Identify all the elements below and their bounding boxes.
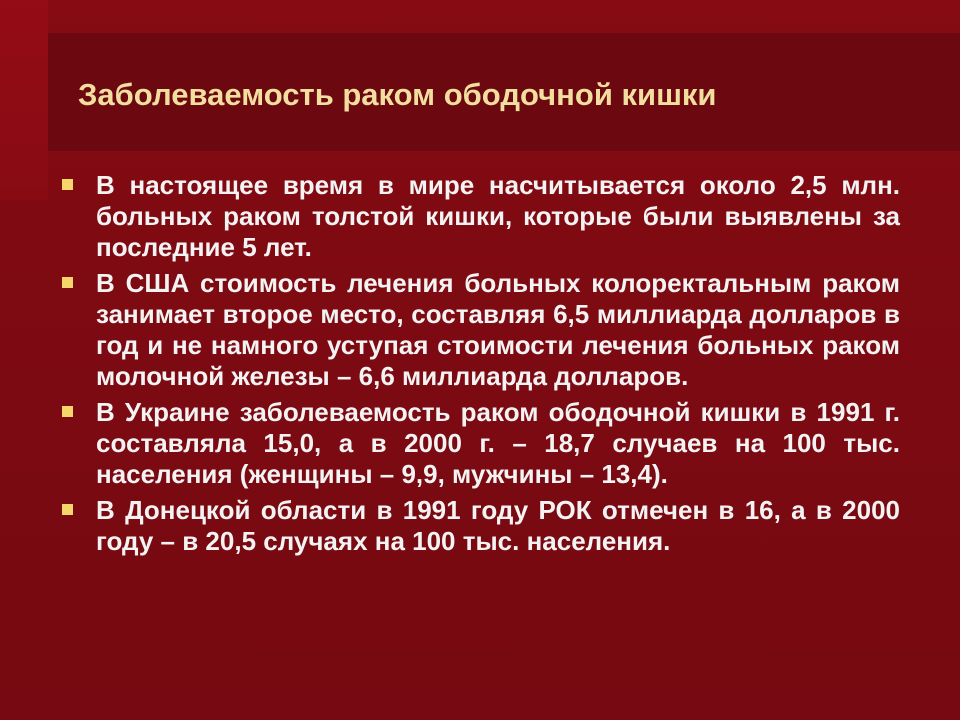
square-bullet-icon: [62, 406, 73, 417]
bullet-item: [60, 495, 900, 557]
bullet-list: [60, 170, 900, 562]
slide-title: Заболеваемость раком ободочной кишки: [78, 77, 717, 112]
square-bullet-icon: [62, 179, 73, 190]
bullet-item: [60, 170, 900, 263]
corner-accent: [0, 0, 48, 200]
bullet-text: В Украине заболеваемость раком ободочной кишки в 1991 г. составляла 15,0, а в 2000 г. – 18,7 случаев на 100 тыс. населения (женщины – 9,9, мужчины – 13,4).: [96, 397, 900, 489]
bullet-item: [60, 397, 900, 490]
bullet-item: [60, 268, 900, 392]
bullet-text: В США стоимость лечения больных колоректальным раком занимает второе место, составляя 6,5 миллиарда долларов в год и не намного уступая стоимости лечения больных раком молочной железы – 6,6 миллиарда долларов.: [96, 268, 900, 391]
bullet-text: В Донецкой области в 1991 году РОК отмечен в 16, а в 2000 году – в 20,5 случаях на 100 тыс. населения.: [96, 495, 900, 556]
square-bullet-icon: [62, 504, 73, 515]
bullet-text: В настоящее время в мире насчитывается около 2,5 млн. больных раком толстой кишки, которые были выявлены за последние 5 лет.: [96, 170, 900, 262]
square-bullet-icon: [62, 277, 73, 288]
